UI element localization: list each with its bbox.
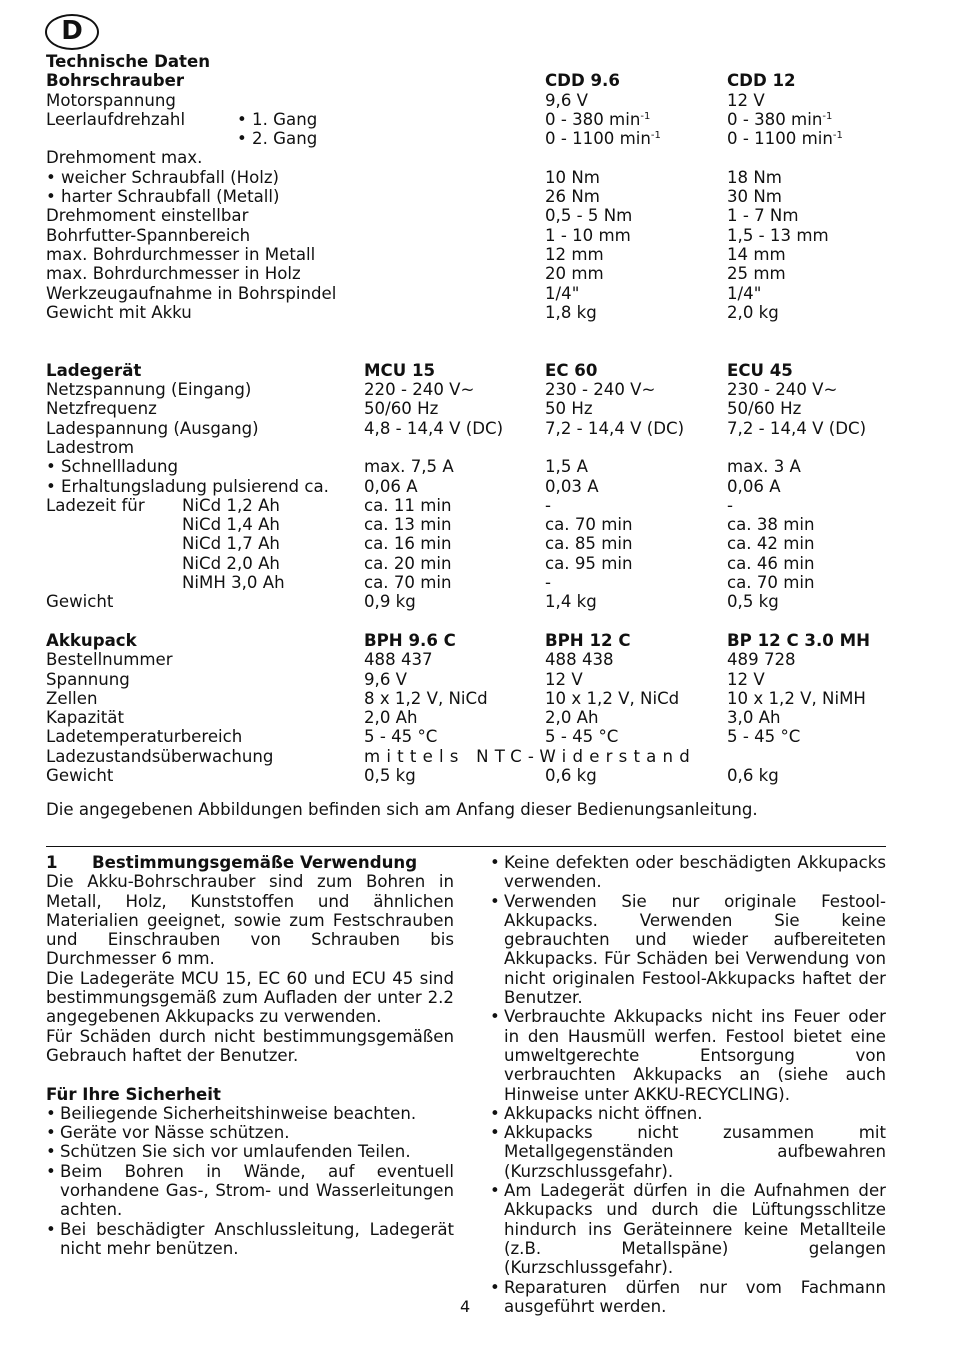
value-m <box>364 592 416 611</box>
battery-rows <box>46 650 906 785</box>
value-a <box>545 592 597 611</box>
value-b <box>727 303 779 322</box>
bullet-icon: • <box>490 853 500 872</box>
safety-item <box>490 1181 886 1277</box>
charger-rows <box>46 380 906 612</box>
safety-item-text: Beiliegende Sicherheitshinweise beachten. <box>60 1103 417 1123</box>
value-text: 0,06 A <box>727 476 781 496</box>
drill-row <box>46 168 906 187</box>
charger-row <box>46 534 906 553</box>
value-b <box>727 419 866 438</box>
safety-item-text: Verbrauchte Akkupacks nicht ins Feuer oder in den Hausmüll werfen. Festool bietet eine umweltgerechte Entsorgung von verbrauchten Akkupacks an (siehe auch Hinweise unter AKKU-RECYCLING). <box>504 1007 886 1104</box>
value-text: 2,0 Ah <box>545 708 599 728</box>
battery-model-m: BPH 9.6 C <box>364 630 456 650</box>
value-text: 230 - 240 V~ <box>727 380 838 400</box>
value-text: 30 Nm <box>727 187 782 207</box>
charger-row <box>46 554 906 573</box>
row-label: Spannung <box>46 669 130 689</box>
row-sublabel: NiCd 1,4 Ah <box>182 515 280 535</box>
bullet-icon: • <box>46 1103 56 1123</box>
value-text: 0,5 kg <box>727 592 779 612</box>
value-b <box>727 129 843 148</box>
value-text: 18 Nm <box>727 167 782 187</box>
value-text: 8 x 1,2 V, NiCd <box>364 688 488 708</box>
value-text: ca. 13 min <box>364 515 452 535</box>
value-text: 10 x 1,2 V, NiMH <box>727 688 866 708</box>
row-sublabel: NiCd 1,7 Ah <box>182 534 280 554</box>
safety-item <box>490 892 886 1008</box>
battery-row <box>46 747 906 766</box>
safety-item-text: Keine defekten oder beschädigten Akkupacks verwenden. <box>504 853 886 892</box>
value-b <box>727 187 782 206</box>
row-sublabel: • 1. Gang <box>237 109 318 129</box>
value-a <box>545 419 684 438</box>
value-text: 26 Nm <box>545 187 600 207</box>
value-m <box>364 496 452 515</box>
value-m <box>364 554 452 573</box>
charger-row <box>46 457 906 476</box>
charger-model-b: ECU 45 <box>727 360 793 380</box>
row-label: Drehmoment einstellbar <box>46 206 249 226</box>
drill-row <box>46 148 906 167</box>
battery-row <box>46 708 906 727</box>
section-paragraph: Die Akku-Bohrschrauber sind zum Bohren in Metall, Holz, Kunststoffen und ähnlichen Materialien geeignet, sowie zum Festschrauben und Einschrauben von Schrauben bis Durchmesser 6 mm. <box>46 872 454 969</box>
drill-row <box>46 284 906 303</box>
drill-rows <box>46 91 906 323</box>
unit-superscript: -1 <box>650 130 661 142</box>
value-m <box>364 766 416 785</box>
drill-model-a: CDD 9.6 <box>545 71 620 91</box>
value-text: 5 - 45 °C <box>364 727 438 747</box>
value-a <box>545 129 661 148</box>
value-text: 14 mm <box>727 244 786 264</box>
row-label: Ladetemperaturbereich <box>46 727 243 747</box>
value-text: 2,0 kg <box>727 302 779 322</box>
value-text: 0,5 - 5 Nm <box>545 206 633 226</box>
row-label: Drehmoment max. <box>46 148 203 168</box>
row-sublabel: NiMH 3,0 Ah <box>182 573 285 593</box>
unit-superscript: -1 <box>640 110 651 122</box>
value-text: 489 728 <box>727 650 796 670</box>
value-a <box>545 573 551 592</box>
value-b <box>727 457 801 476</box>
value-a <box>545 708 599 727</box>
left-column <box>46 853 454 1258</box>
charger-header: Ladegerät <box>46 360 142 380</box>
bullet-icon: • <box>46 1123 56 1143</box>
value-text: 1,5 A <box>545 457 589 477</box>
value-text: ca. 11 min <box>364 495 452 515</box>
value-b <box>727 573 815 592</box>
page-number: 4 <box>460 1297 471 1316</box>
value-b <box>727 689 866 708</box>
spec-table <box>46 52 906 785</box>
row-label: Leerlaufdrehzahl <box>46 109 186 129</box>
row-sublabel: • 2. Gang <box>237 129 318 149</box>
section-heading: 1 Bestimmungsgemäße Verwendung <box>46 853 418 872</box>
value-m <box>364 380 474 399</box>
bullet-icon: • <box>490 891 500 911</box>
row-label: max. Bohrdurchmesser in Holz <box>46 264 301 284</box>
value-text: ca. 16 min <box>364 534 452 554</box>
battery-row <box>46 766 906 785</box>
bullet-icon: • <box>490 1103 500 1123</box>
value-b <box>727 515 815 534</box>
value-a <box>545 303 597 322</box>
safety-item-text: Schützen Sie sich vor umlaufenden Teilen. <box>60 1142 411 1162</box>
value-text: 0,03 A <box>545 476 599 496</box>
bullet-icon: • <box>490 1277 500 1297</box>
value-text: ca. 95 min <box>545 553 633 573</box>
value-b <box>727 226 829 245</box>
charger-model-m: MCU 15 <box>364 360 436 380</box>
charger-row <box>46 477 906 496</box>
value-b <box>727 168 782 187</box>
drill-row <box>46 264 906 283</box>
value-text: ca. 70 min <box>364 573 452 593</box>
value-b <box>727 496 733 515</box>
value-m <box>364 534 452 553</box>
safety-list-right <box>490 853 886 1316</box>
safety-item-text: Reparaturen dürfen nur vom Fachmann ausgeführt werden. <box>504 1277 886 1316</box>
value-text: 0,6 kg <box>727 765 779 785</box>
safety-item-text: Beim Bohren in Wände, auf eventuell vorhandene Gas-, Strom- und Wasserleitungen achten. <box>60 1161 454 1220</box>
drill-header: Bohrschrauber <box>46 71 185 91</box>
value-text: 1,5 - 13 mm <box>727 225 829 245</box>
value-a <box>545 264 604 283</box>
value-text: ca. 38 min <box>727 515 815 535</box>
value-a <box>545 206 632 225</box>
value-m <box>364 399 438 418</box>
value-text: max. 7,5 A <box>364 457 454 477</box>
value-text: 0,06 A <box>364 476 418 496</box>
row-label: Gewicht <box>46 765 114 785</box>
divider <box>46 846 886 847</box>
safety-item-text: Bei beschädigter Anschlussleitung, Ladegerät nicht mehr benützen. <box>60 1219 454 1258</box>
value-text: 1,4 kg <box>545 592 597 612</box>
value-text: 220 - 240 V~ <box>364 380 475 400</box>
value-text: - <box>727 495 733 515</box>
value-a <box>545 245 604 264</box>
language-badge: D <box>45 14 99 50</box>
value-text: ca. 70 min <box>545 515 633 535</box>
value-text: 50 Hz <box>545 399 593 419</box>
charger-row <box>46 496 906 515</box>
drill-row <box>46 303 906 322</box>
drill-row <box>46 91 906 110</box>
value-m <box>364 515 452 534</box>
value-a <box>545 380 655 399</box>
value-text: 12 mm <box>545 244 604 264</box>
value-b <box>727 206 799 225</box>
row-label: • Erhaltungsladung pulsierend ca. <box>46 476 329 496</box>
bullet-icon: • <box>46 1219 56 1239</box>
value-b <box>727 554 815 573</box>
value-a <box>545 689 679 708</box>
value-text: 12 V <box>727 669 765 689</box>
value-text: 1/4" <box>545 283 580 303</box>
safety-item <box>46 1220 454 1259</box>
drill-header-row <box>46 71 906 90</box>
row-label: • weicher Schraubfall (Holz) <box>46 167 280 187</box>
value-text: - <box>545 573 551 593</box>
right-column <box>490 853 886 1316</box>
value-b <box>727 727 800 746</box>
row-label: Ladespannung (Ausgang) <box>46 418 259 438</box>
spec-title: Technische Daten <box>46 52 211 71</box>
value-m <box>364 689 488 708</box>
value-b <box>727 264 786 283</box>
value-b <box>727 380 837 399</box>
value-text: 9,6 V <box>545 90 589 110</box>
safety-item <box>490 1104 886 1123</box>
value-text: ca. 20 min <box>364 553 452 573</box>
section-paragraph: Die Ladegeräte MCU 15, EC 60 und ECU 45 sind bestimmungsgemäß zum Aufladen der unter 2.2 angegebenen Akkupacks zu verwenden. <box>46 968 454 1027</box>
row-sublabel: NiCd 2,0 Ah <box>182 553 280 573</box>
section-paragraph: Für Schäden durch nicht bestimmungsgemäßen Gebrauch haftet der Benutzer. <box>46 1026 454 1065</box>
value-a <box>545 515 633 534</box>
value-text: - <box>545 495 551 515</box>
bullet-icon: • <box>490 1181 500 1201</box>
drill-row <box>46 206 906 225</box>
safety-item-text: Am Ladegerät dürfen in die Aufnahmen der Akkupacks und durch die Lüftungsschlitze hindurch ins Geräteinnere keine Metallteile (z.B. Metallspäne) gelangen (Kurzschlussgefahr). <box>504 1181 886 1278</box>
value-text: 1 - 10 mm <box>545 225 631 245</box>
value-m <box>364 727 437 746</box>
battery-row <box>46 689 906 708</box>
value-b <box>727 650 796 669</box>
charger-row <box>46 438 906 457</box>
battery-row <box>46 727 906 746</box>
drill-row <box>46 226 906 245</box>
value-text: 7,2 - 14,4 V (DC) <box>727 418 867 438</box>
value-m <box>364 419 503 438</box>
figures-note: Die angegebenen Abbildungen befinden sich am Anfang dieser Bedienungsanleitung. <box>46 800 758 819</box>
value-a <box>545 284 579 303</box>
value-text: 50/60 Hz <box>727 399 802 419</box>
row-label: Zellen <box>46 688 98 708</box>
unit-superscript: -1 <box>832 130 843 142</box>
value-b <box>727 670 765 689</box>
value-text: 5 - 45 °C <box>727 727 801 747</box>
value-m <box>364 708 418 727</box>
safety-item <box>490 1007 886 1103</box>
value-b <box>727 592 779 611</box>
value-a <box>545 110 650 129</box>
row-label: Werkzeugaufnahme in Bohrspindel <box>46 283 337 303</box>
value-text: 0,5 kg <box>364 765 416 785</box>
value-text: 25 mm <box>727 264 786 284</box>
battery-header-row <box>46 631 906 650</box>
row-sublabel: NiCd 1,2 Ah <box>182 495 280 515</box>
value-text: 50/60 Hz <box>364 399 439 419</box>
row-label: Netzspannung (Eingang) <box>46 380 252 400</box>
value-text: 230 - 240 V~ <box>545 380 656 400</box>
value-text: max. 3 A <box>727 457 801 477</box>
battery-model-b: BP 12 C 3.0 MH <box>727 630 870 650</box>
charger-header-row <box>46 361 906 380</box>
value-b <box>727 110 832 129</box>
value-a <box>545 554 633 573</box>
bullet-icon: • <box>46 1161 56 1181</box>
value-b <box>727 91 765 110</box>
row-label: Bestellnummer <box>46 650 173 670</box>
value-text: ca. 85 min <box>545 534 633 554</box>
value-m <box>364 650 433 669</box>
value-text: 5 - 45 °C <box>545 727 619 747</box>
safety-item-text: Geräte vor Nässe schützen. <box>60 1123 290 1143</box>
bullet-icon: • <box>490 1007 500 1027</box>
value-text: 3,0 Ah <box>727 708 781 728</box>
row-label: Ladezustandsüberwachung <box>46 746 274 766</box>
battery-model-a: BPH 12 C <box>545 630 631 650</box>
safety-item <box>490 853 886 892</box>
value-text: 12 V <box>545 669 583 689</box>
value-b <box>727 477 781 496</box>
value-m <box>364 670 407 689</box>
value-text: 10 Nm <box>545 167 600 187</box>
battery-row <box>46 650 906 669</box>
value-m <box>364 477 418 496</box>
battery-header: Akkupack <box>46 630 137 650</box>
value-text: 2,0 Ah <box>364 708 418 728</box>
charger-row <box>46 573 906 592</box>
row-label: Bohrfutter-Spannbereich <box>46 225 251 245</box>
drill-model-b: CDD 12 <box>727 71 796 91</box>
battery-row <box>46 670 906 689</box>
value-a <box>545 91 588 110</box>
value-a <box>545 477 599 496</box>
safety-item <box>46 1104 454 1123</box>
charger-row <box>46 515 906 534</box>
value-text: 488 437 <box>364 650 433 670</box>
row-label: Motorspannung <box>46 90 176 110</box>
safety-item <box>46 1162 454 1220</box>
drill-row <box>46 129 906 148</box>
value-text: ca. 70 min <box>727 573 815 593</box>
value-a <box>545 727 618 746</box>
charger-model-a: EC 60 <box>545 360 598 380</box>
value-text: 0 - 380 min <box>727 109 823 129</box>
value-a <box>545 399 593 418</box>
value-b <box>727 766 779 785</box>
charger-row <box>46 592 906 611</box>
value-a <box>545 766 597 785</box>
value-text: 1,8 kg <box>545 302 597 322</box>
value-a <box>545 168 600 187</box>
row-label: Kapazität <box>46 708 124 728</box>
charger-row <box>46 419 906 438</box>
value-m <box>364 457 454 476</box>
bullet-icon: • <box>490 1123 500 1143</box>
drill-row <box>46 187 906 206</box>
charger-row <box>46 380 906 399</box>
row-label: max. Bohrdurchmesser in Metall <box>46 244 316 264</box>
value-text: 20 mm <box>545 264 604 284</box>
row-label: • Schnellladung <box>46 457 179 477</box>
value-text: 0,9 kg <box>364 592 416 612</box>
value-a <box>545 534 633 553</box>
row-label: Ladestrom <box>46 437 135 457</box>
safety-heading: Für Ihre Sicherheit <box>46 1084 221 1104</box>
row-label: Gewicht mit Akku <box>46 302 192 322</box>
safety-item-text: Akkupacks nicht zusammen mit Metallgegenständen aufbewahren (Kurzschlussgefahr). <box>504 1123 886 1181</box>
value-text: 0 - 380 min <box>545 109 641 129</box>
value-b <box>727 708 781 727</box>
safety-list-left <box>46 1104 454 1258</box>
value-a <box>545 670 583 689</box>
value-text: 12 V <box>727 90 765 110</box>
value-a <box>545 650 614 669</box>
safety-item <box>490 1278 886 1317</box>
value-text: 7,2 - 14,4 V (DC) <box>545 418 685 438</box>
row-label: • harter Schraubfall (Metall) <box>46 187 280 207</box>
value-text: ca. 42 min <box>727 534 815 554</box>
safety-item <box>46 1142 454 1161</box>
value-text: 9,6 V <box>364 669 408 689</box>
value-text: 1 - 7 Nm <box>727 206 799 226</box>
row-span-value: mittels NTC-Widerstand <box>364 746 696 766</box>
row-label: Netzfrequenz <box>46 399 157 419</box>
value-text: 10 x 1,2 V, NiCd <box>545 688 680 708</box>
value-a <box>545 226 631 245</box>
value-b <box>727 534 815 553</box>
drill-row <box>46 110 906 129</box>
safety-item-text: Verwenden Sie nur originale Festool-Akkupacks. Verwenden Sie keine gebrauchten und wieder aufbereiteten Akkupacks. Für Schäden bei Verwendung von nicht originalen Festool-Akkupacks haftet der Benutzer. <box>504 891 886 1008</box>
value-b <box>727 245 786 264</box>
value-text: 0 - 1100 min <box>727 129 833 149</box>
value-text: 488 438 <box>545 650 614 670</box>
safety-item <box>46 1123 454 1142</box>
value-a <box>545 187 600 206</box>
value-text: ca. 46 min <box>727 553 815 573</box>
value-text: 4,8 - 14,4 V (DC) <box>364 418 504 438</box>
safety-item-text: Akkupacks nicht öffnen. <box>504 1103 703 1123</box>
bullet-icon: • <box>46 1142 56 1162</box>
value-b <box>727 284 761 303</box>
value-m <box>364 573 452 592</box>
value-text: 0 - 1100 min <box>545 129 651 149</box>
row-label: Ladezeit für <box>46 495 145 515</box>
value-text: 1/4" <box>727 283 762 303</box>
charger-row <box>46 399 906 418</box>
row-label: Gewicht <box>46 592 114 612</box>
value-a <box>545 457 588 476</box>
unit-superscript: -1 <box>822 110 833 122</box>
drill-row <box>46 245 906 264</box>
value-b <box>727 399 801 418</box>
value-text: 0,6 kg <box>545 765 597 785</box>
value-a <box>545 496 551 515</box>
safety-item <box>490 1123 886 1181</box>
